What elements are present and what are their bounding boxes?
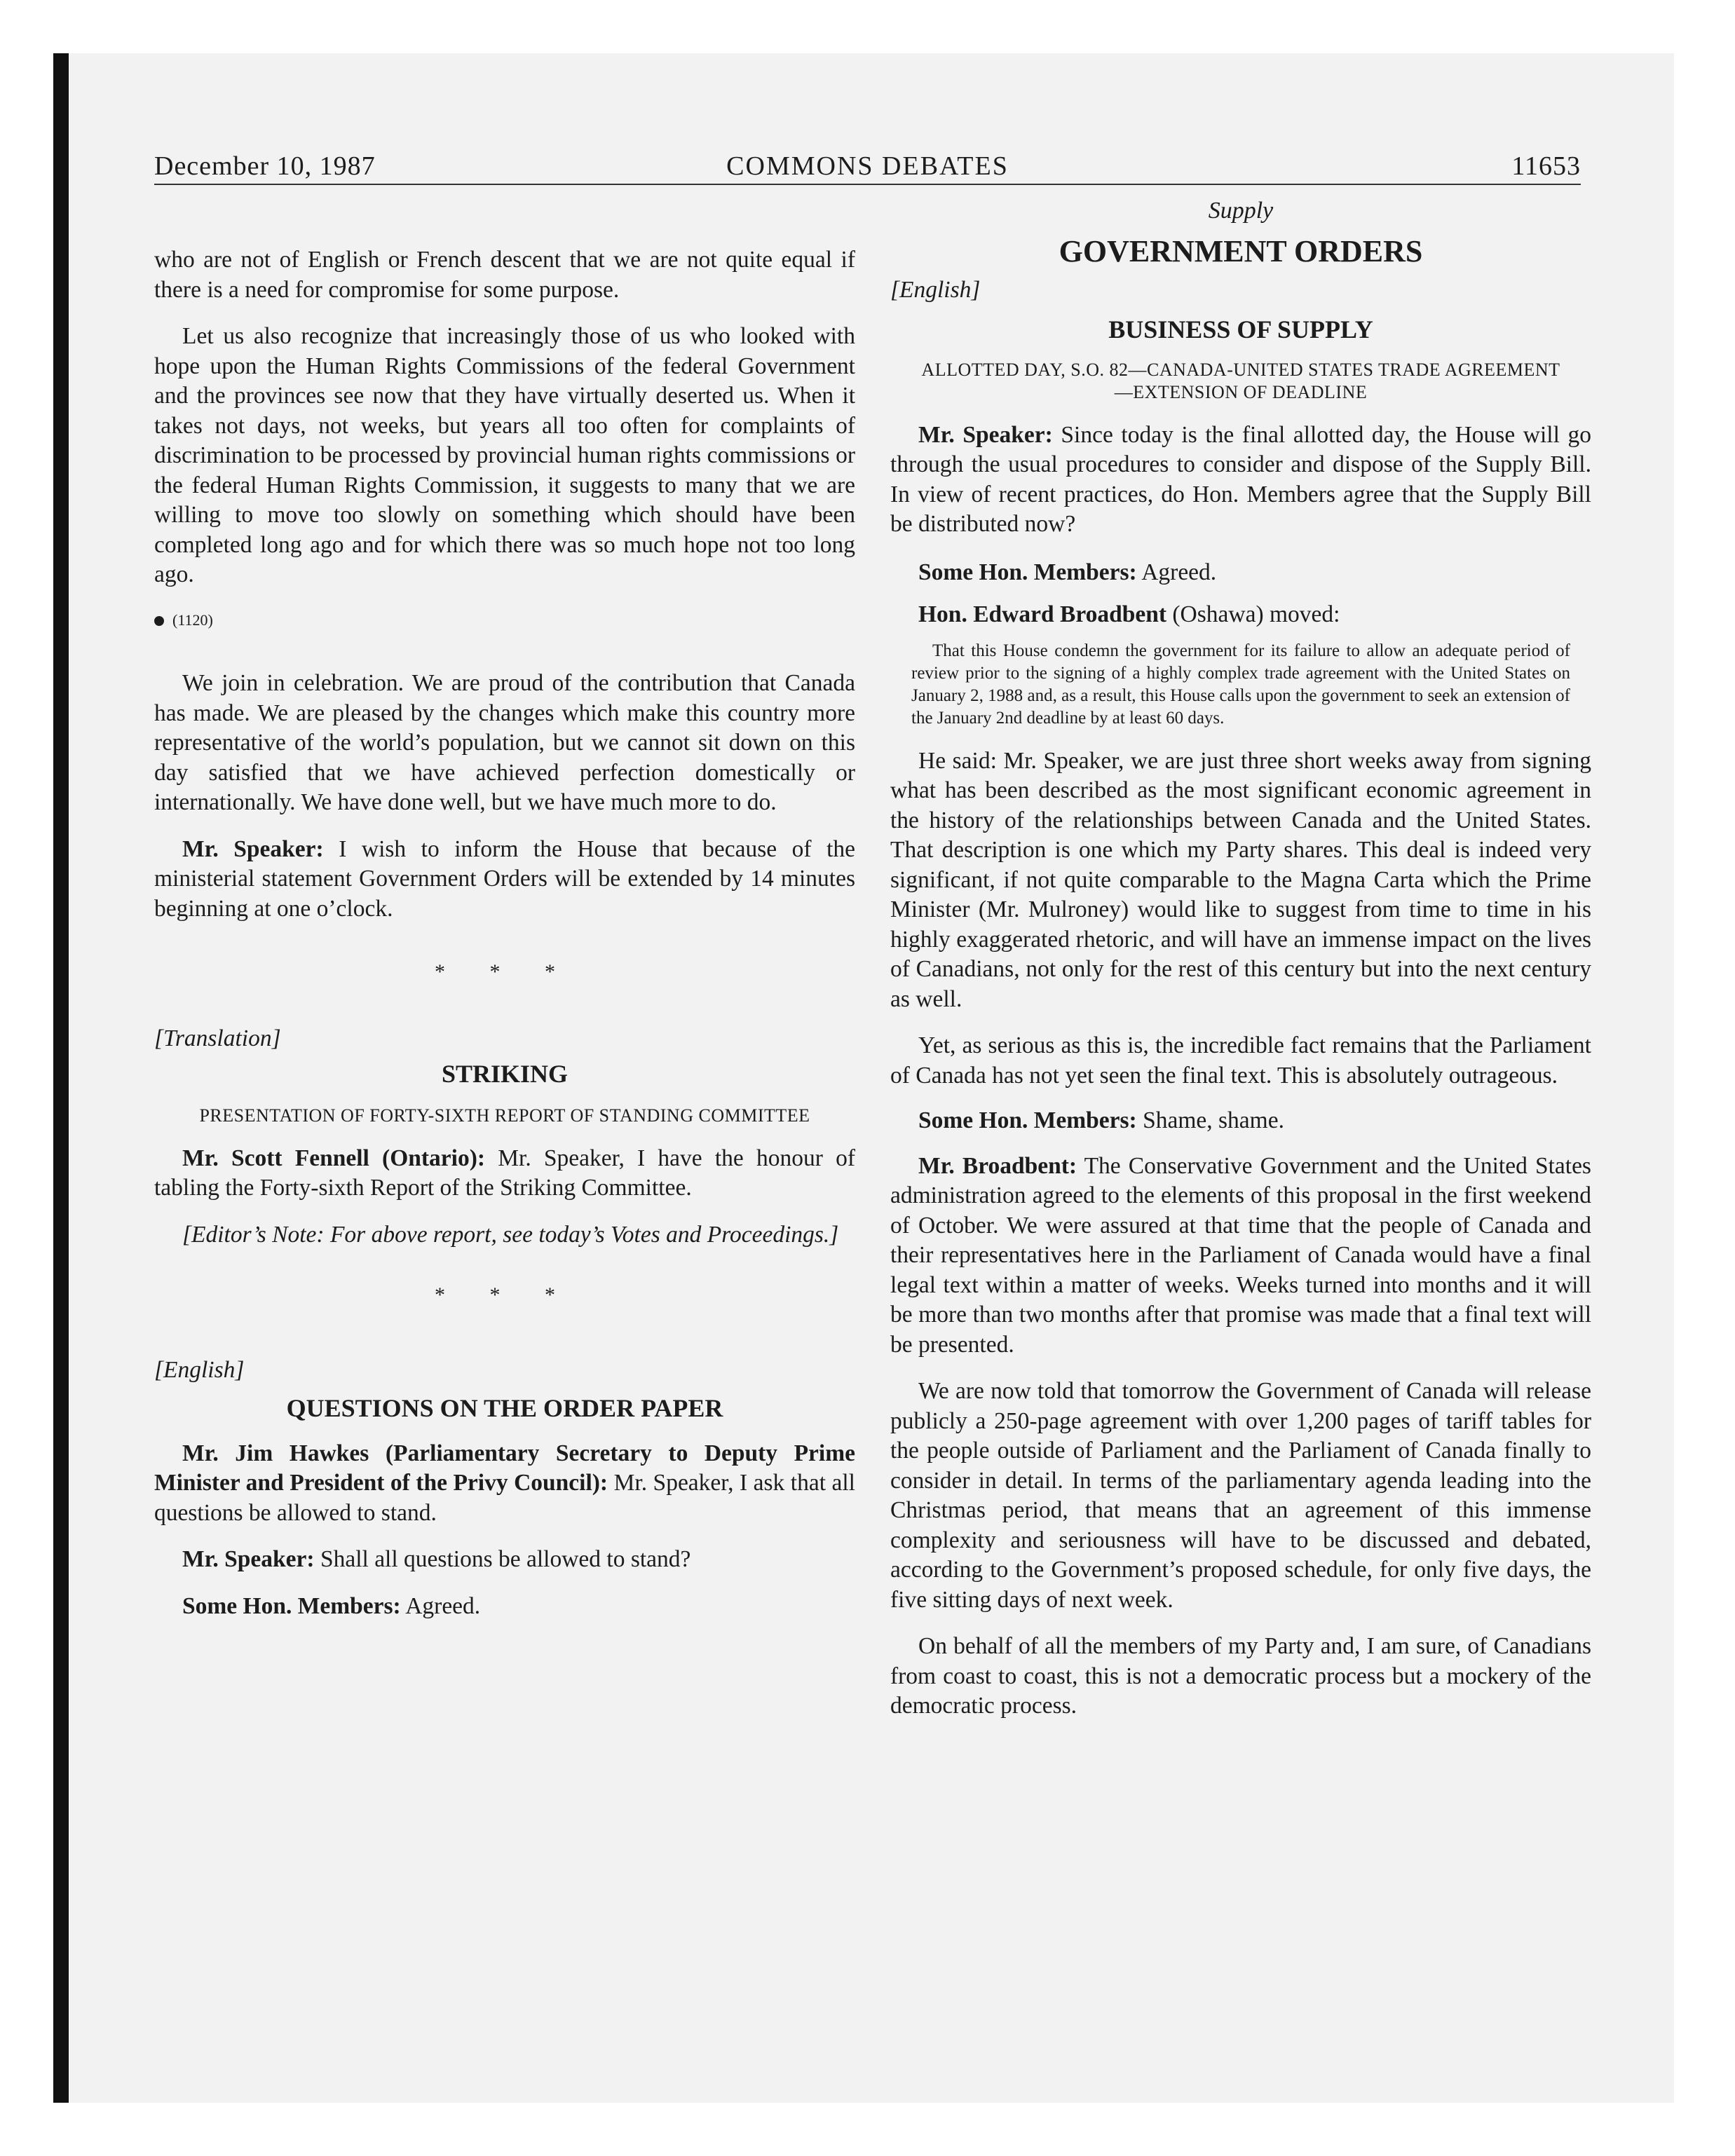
members-agreed bbox=[890, 558, 1591, 588]
members-agreed-text: Agreed. bbox=[1141, 559, 1217, 585]
translation-tag: [Translation] bbox=[154, 1025, 281, 1051]
motion-text: That this House condemn the government for its failure to allow an adequate period of review prior to the signing of a highly complex trade agreement with the United States on January 2, 1988 and, as a result, this House calls upon the government to seek an extension of the January 2nd deadline by at least 60 days. bbox=[911, 641, 1570, 728]
right-column bbox=[890, 196, 1591, 1721]
members-shame bbox=[890, 1106, 1591, 1136]
header-title: COMMONS DEBATES bbox=[726, 151, 1009, 181]
supply-tag: Supply bbox=[1208, 198, 1274, 224]
right-paragraph-1: He said: Mr. Speaker, we are just three short weeks away from signing what has been described as the most significant economic agreement in the history of the relationships between Canada and the United States. That description is one which my Party shares. This deal is indeed very significant, if not quite comparable to the Magna Carta which the Prime Minister (Mr. Mulroney) would like to suggest from time to time in his highly exaggerated rhetoric, and will have an immense impact on the lives of Canadians, not only for the rest of this century but into the next century as well. bbox=[890, 747, 1591, 1012]
members-response bbox=[154, 1592, 855, 1622]
broadbent-statement-text: The Conservative Government and the United States administration agreed to the elements of this proposal in the first weekend of October. We were assured at that time that the people of Canada and their representatives here in the Parliament of Canada would have a final legal text within a matter of weeks. Weeks turned into months and it will be more than two months after that promise was made that a final text will be presented. bbox=[890, 1152, 1591, 1358]
time-marker-text: (1120) bbox=[172, 610, 213, 629]
speaker-name-right: Mr. Speaker: bbox=[918, 421, 1053, 448]
questions-heading: QUESTIONS ON THE ORDER PAPER bbox=[286, 1394, 723, 1422]
government-orders-heading: GOVERNMENT ORDERS bbox=[1059, 233, 1423, 268]
left-paragraph-2: Let us also recognize that increasingly those of us who looked with hope upon the Human Rights Commissions of the federal Government and the provinces see now that they have virtually deserted us. When it takes not days, not weeks, but years all too often for complaints of discrimination to be processed by provincial human rights commissions or the federal Human Rights Commission, it suggests to many that we are willing to move too slowly on something which should have been completed long ago and for which there was so much hope not too long ago. bbox=[154, 323, 855, 587]
members-name-right: Some Hon. Members: bbox=[918, 559, 1137, 585]
right-paragraph-2: Yet, as serious as this is, the incredible fact remains that the Parliament of Canada has not yet seen the final text. This is absolutely outrageous. bbox=[890, 1032, 1591, 1089]
hawkes-text: Mr. Speaker, I ask that all questions be allowed to stand. bbox=[154, 1470, 855, 1526]
speaker-name: Mr. Speaker: bbox=[182, 835, 324, 862]
section-separator-2: * * * bbox=[435, 1283, 575, 1306]
members-shame-text: Shame, shame. bbox=[1143, 1107, 1284, 1133]
members-text: Agreed. bbox=[405, 1592, 481, 1619]
fennell-statement bbox=[154, 1144, 855, 1203]
broadbent-statement bbox=[890, 1152, 1591, 1360]
speaker-supply-text: Since today is the final allotted day, the House will go through the usual procedures to consider and dispose of the Supply Bill. In view of recent practices, do Hon. Members agree that the Supply Bill be distributed now? bbox=[890, 421, 1592, 537]
english-tag-right: [English] bbox=[890, 276, 981, 303]
left-paragraph-3: We join in celebration. We are proud of the contribution that Canada has made. We are pleased by the changes which make this country more representative of the world’s population, but we cannot sit down on this day satisfied that we have achieved perfection domestically or internationally. We have done well, but we have much more to do. bbox=[154, 670, 855, 815]
time-marker bbox=[154, 606, 855, 636]
striking-subheading: PRESENTATION OF FORTY-SIXTH REPORT OF STANDING COMMITTEE bbox=[199, 1105, 810, 1126]
striking-heading: STRIKING bbox=[441, 1060, 569, 1088]
bullet-icon bbox=[154, 616, 164, 626]
editor-note: [Editor’s Note: For above report, see today’s Votes and Proceedings.] bbox=[182, 1221, 839, 1248]
speaker-question-text: Shall all questions be allowed to stand? bbox=[320, 1546, 691, 1572]
members-name-2: Some Hon. Members: bbox=[918, 1107, 1137, 1133]
section-separator: * * * bbox=[435, 960, 575, 983]
page-number: 11653 bbox=[1511, 151, 1581, 181]
fennell-name: Mr. Scott Fennell (Ontario): bbox=[182, 1145, 486, 1171]
english-tag: [English] bbox=[154, 1356, 245, 1383]
speaker-supply-statement bbox=[890, 421, 1591, 540]
broadbent-riding: (Oshawa) moved: bbox=[1172, 601, 1340, 627]
header-date: December 10, 1987 bbox=[154, 151, 376, 181]
broadbent-name-2: Mr. Broadbent: bbox=[918, 1152, 1077, 1179]
speaker-statement bbox=[154, 835, 855, 925]
left-column bbox=[154, 196, 855, 1621]
left-paragraph-1: who are not of English or French descent that we are not quite equal if there is a need for compromise for some purpose. bbox=[154, 247, 855, 303]
right-paragraph-3: We are now told that tomorrow the Government of Canada will release publicly a 250-page agreement with over 1,200 pages of tariff tables for the people outside of Parliament and the Parliament of Canada finally to consider in detail. In terms of the parliamentary agenda leading into the Christmas period, that means that an agreement of this immense complexity and seriousness will have to be discussed and debated, according to the Government’s proposed schedule, for only five days, the five sitting days of next week. bbox=[890, 1378, 1591, 1613]
right-paragraph-4: On behalf of all the members of my Party and, I am sure, of Canadians from coast to coast, this is not a democratic process but a mockery of the democratic process. bbox=[890, 1633, 1591, 1719]
fennell-text: Mr. Speaker, I have the honour of tabling the Forty-sixth Report of the Striking Committee. bbox=[154, 1145, 856, 1201]
broadbent-moved bbox=[890, 600, 1591, 630]
header-rule bbox=[154, 184, 1581, 185]
hawkes-name: Mr. Jim Hawkes (Parliamentary Secretary to Deputy Prime Minister and President of the Privy Council): bbox=[154, 1440, 855, 1496]
scan-edge-bar bbox=[53, 53, 69, 2103]
speaker-text: I wish to inform the House that because of the ministerial statement Government Orders will be extended by 14 minutes beginning at one o’clock. bbox=[154, 835, 856, 922]
business-of-supply-heading: BUSINESS OF SUPPLY bbox=[1108, 315, 1373, 343]
page-header bbox=[154, 144, 1581, 186]
members-name: Some Hon. Members: bbox=[182, 1592, 401, 1619]
hawkes-statement bbox=[154, 1439, 855, 1529]
speaker-question bbox=[154, 1545, 855, 1575]
broadbent-name: Hon. Edward Broadbent bbox=[918, 601, 1167, 627]
allotted-day-subheading: ALLOTTED DAY, S.O. 82—CANADA-UNITED STATES TRADE AGREEMENT—EXTENSION OF DEADLINE bbox=[921, 359, 1560, 402]
speaker-name-2: Mr. Speaker: bbox=[182, 1546, 315, 1572]
